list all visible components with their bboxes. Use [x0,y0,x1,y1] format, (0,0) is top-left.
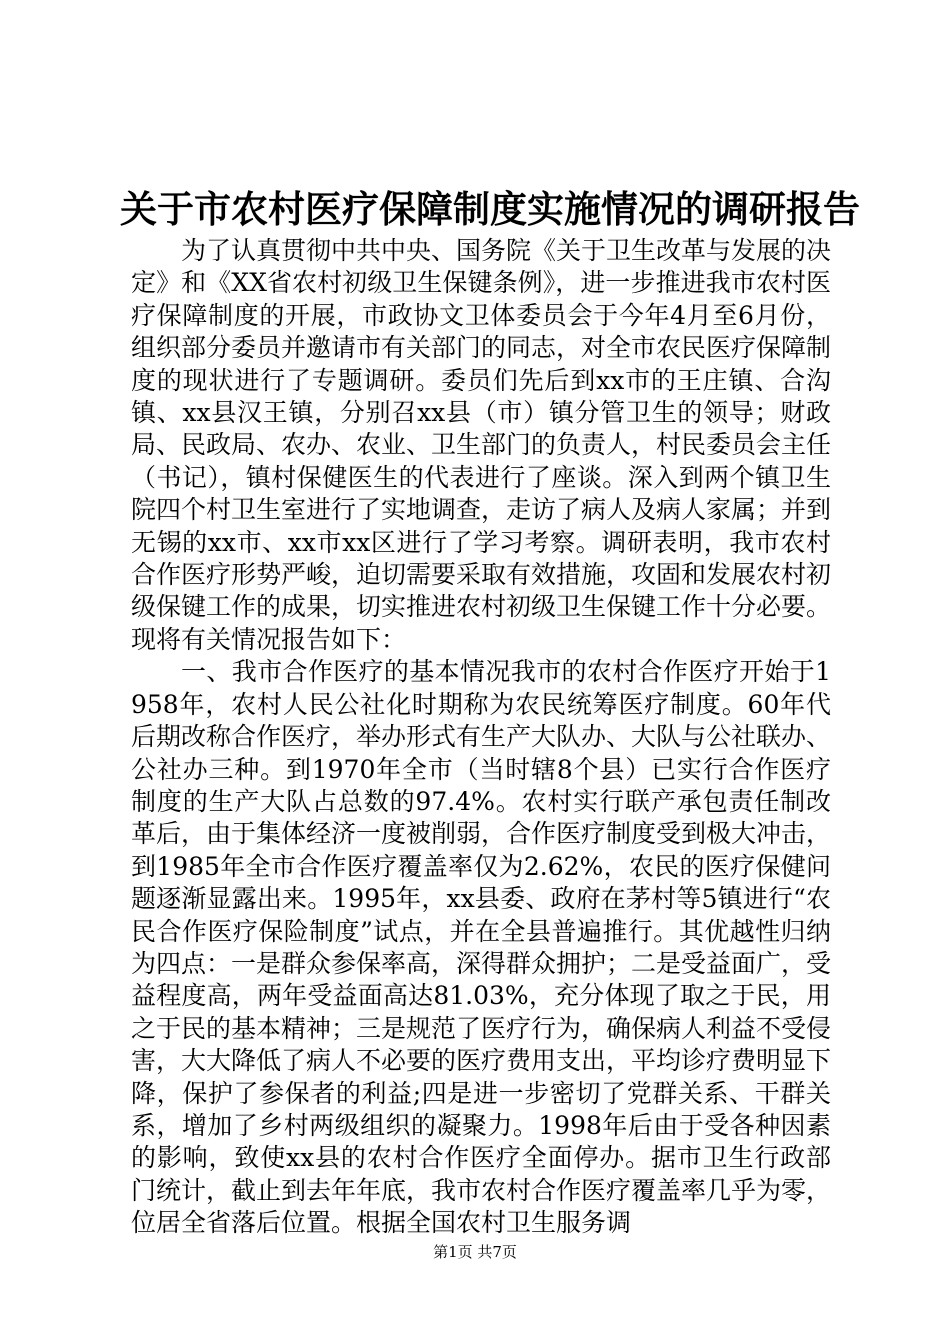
document-title: 关于市农村医疗保障制度实施情况的调研报告 [120,187,860,231]
page-footer: 第1页 共7页 [433,1243,517,1261]
paragraph-intro: 为了认真贯彻中共中央、国务院《关于卫生改革与发展的决定》和《XX省农村初级卫生保键条例》，进一步推进我市农村医疗保障制度的开展，市政协文卫体委员会于今年4月至6月份，组织部分委员并邀请市有关部门的同志，对全市农民医疗保障制度的现状进行了专题调研。委员们先后到xx市的王庄镇、合沟镇、xx县汉王镇，分别召xx县（市）镇分管卫生的领导；财政局、民政局、农办、农业、卫生部门的负责人，村民委员会主任（书记），镇村保健医生的代表进行了座谈。深入到两个镇卫生院四个村卫生室进行了实地调查，走访了病人及病人家属；并到无锡的xx市、xx市xx区进行了学习考察。调研表明，我市农村合作医疗形势严峻，迫切需要采取有效措施，攻固和发展农村初级保键工作的成果，切实推进农村初级卫生保键工作十分必要。现将有关情况报告如下： [131,236,832,654]
paragraph-section-1: 一、我市合作医疗的基本情况我市的农村合作医疗开始于1958年，农村人民公社化时期称为农民统筹医疗制度。60年代后期改称合作医疗，举办形式有生产大队办、大队与公社联办、公社办三种。到1970年全市（当时辖8个县）已实行合作医疗制度的生产大队占总数的97.4%。农村实行联产承包责任制改革后，由于集体经济一度被削弱，合作医疗制度受到极大冲击，到1985年全市合作医疗覆盖率仅为2.62%，农民的医疗保健问题逐渐显露出来。1995年，xx县委、政府在茅村等5镇进行“农民合作医疗保险制度”试点，并在全县普遍推行。其优越性归纳为四点：一是群众参保率高，深得群众拥护；二是受益面广，受益程度高，两年受益面高达81.03%，充分体现了取之于民，用之于民的基本精神；三是规范了医疗行为，确保病人利益不受侵害，大大降低了病人不必要的医疗费用支出，平均诊疗费明显下降，保护了参保者的利益;四是进一步密切了党群关系、干群关系，增加了乡村两级组织的凝聚力。1998年后由于受各种因素的影响，致使xx县的农村合作医疗全面停办。据市卫生行政部门统计，截止到去年年底，我市农村合作医疗覆盖率几乎为零，位居全省落后位置。根据全国农村卫生服务调 [131,657,832,1238]
document-body [131,235,831,1240]
